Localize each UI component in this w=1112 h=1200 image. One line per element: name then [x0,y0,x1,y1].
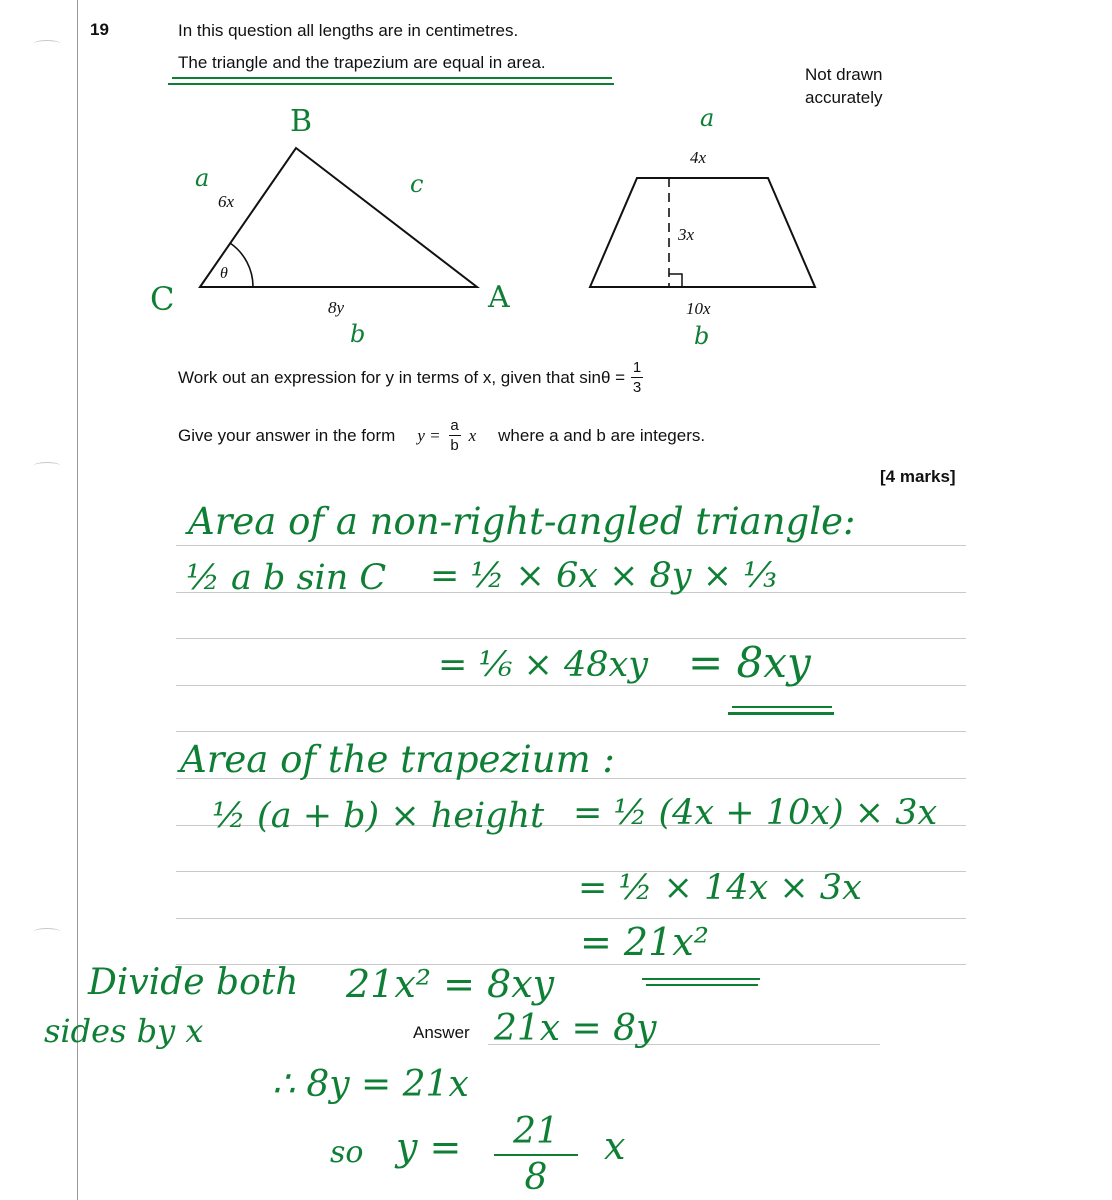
working-line-trap-simplify: = ½ × 14x × 3x [578,868,862,908]
side-b-annotation: b [350,320,366,348]
vertex-b-annotation: B [290,104,313,139]
trapezium-b-annotation: b [694,322,710,350]
trapezium-a-annotation: a [700,104,715,132]
working-line-trap-formula: ½ (a + b) × height [212,796,545,836]
result-underline [728,712,834,715]
working-line-equate: 21x² = 8xy [346,962,555,1006]
question-statement: The triangle and the trapezium are equal in area. [178,53,546,72]
vertex-a-annotation: A [488,280,510,315]
punch-hole-mark [34,928,60,935]
working-line-divide: Divide both [88,962,299,1003]
trapezium-base-label: 10x [686,299,711,318]
trapezium-area-result: = 21x² [580,920,709,964]
side-a-annotation: a [195,164,210,192]
answer-rule [176,638,966,639]
prompt-line-1: Work out an expression for y in terms of x, given that sinθ = $\frac{1}{3}$ [178,359,642,396]
trapezium-height-label: 3x [678,225,695,244]
sin-fraction: $\frac{1}{3}$ [632,359,642,396]
right-angle-mark [669,274,682,287]
result-underline [642,978,760,980]
angle-theta-label: θ [220,265,228,282]
working-line-sides-by-x: sides by x [44,1012,204,1050]
answer-form-fraction: $\frac{a}{b}$ [450,417,459,454]
working-line-substitution: = ½ × 6x × 8y × ⅓ [430,556,778,596]
trapezium-top-label: 4x [690,148,707,167]
question-number: 19 [90,20,109,39]
punch-hole-mark [34,462,60,469]
side-a-label: 6x [218,192,235,211]
working-so-label: so [330,1135,364,1170]
side-c-annotation: c [410,170,424,198]
answer-rule [176,685,966,686]
prompt-line-2: Give your answer in the form y = $\frac{a}{b}$ x where a and b are integers. [178,417,706,454]
working-line-triangle-heading: Area of a non-right-angled triangle: [188,500,856,543]
question-intro: In this question all lengths are in centimetres. [178,21,519,40]
working-line-answer: 21x = 8y [494,1008,657,1049]
angle-arc [230,243,253,287]
side-b-label: 8y [328,298,345,317]
answer-rule [176,545,966,546]
not-drawn-accurately-note: Not drawn accurately [805,65,883,107]
working-line-therefore: ∴ 8y = 21x [272,1064,469,1105]
triangle-diagram [200,148,477,287]
working-line-simplify: = ⅙ × 48xy [438,645,648,685]
working-line-trapezium-heading: Area of the trapezium : [180,738,615,781]
working-line-formula: ½ a b sin C [186,558,387,598]
triangle-area-result: = 8xy [688,638,811,687]
result-underline [732,706,832,708]
answer-rule [176,731,966,732]
vertex-c-annotation: C [150,280,175,318]
answer-rule [176,918,966,919]
working-final-y: y = [396,1125,462,1169]
working-line-trap-substitution: = ½ (4x + 10x) × 3x [573,793,938,833]
final-answer-fraction: 21 8 [490,1110,582,1200]
working-final-x: x [604,1124,626,1168]
answer-label: Answer [413,1023,470,1042]
trapezium-diagram [590,178,815,287]
result-underline [646,984,758,986]
marks-label: [4 marks] [880,467,956,486]
